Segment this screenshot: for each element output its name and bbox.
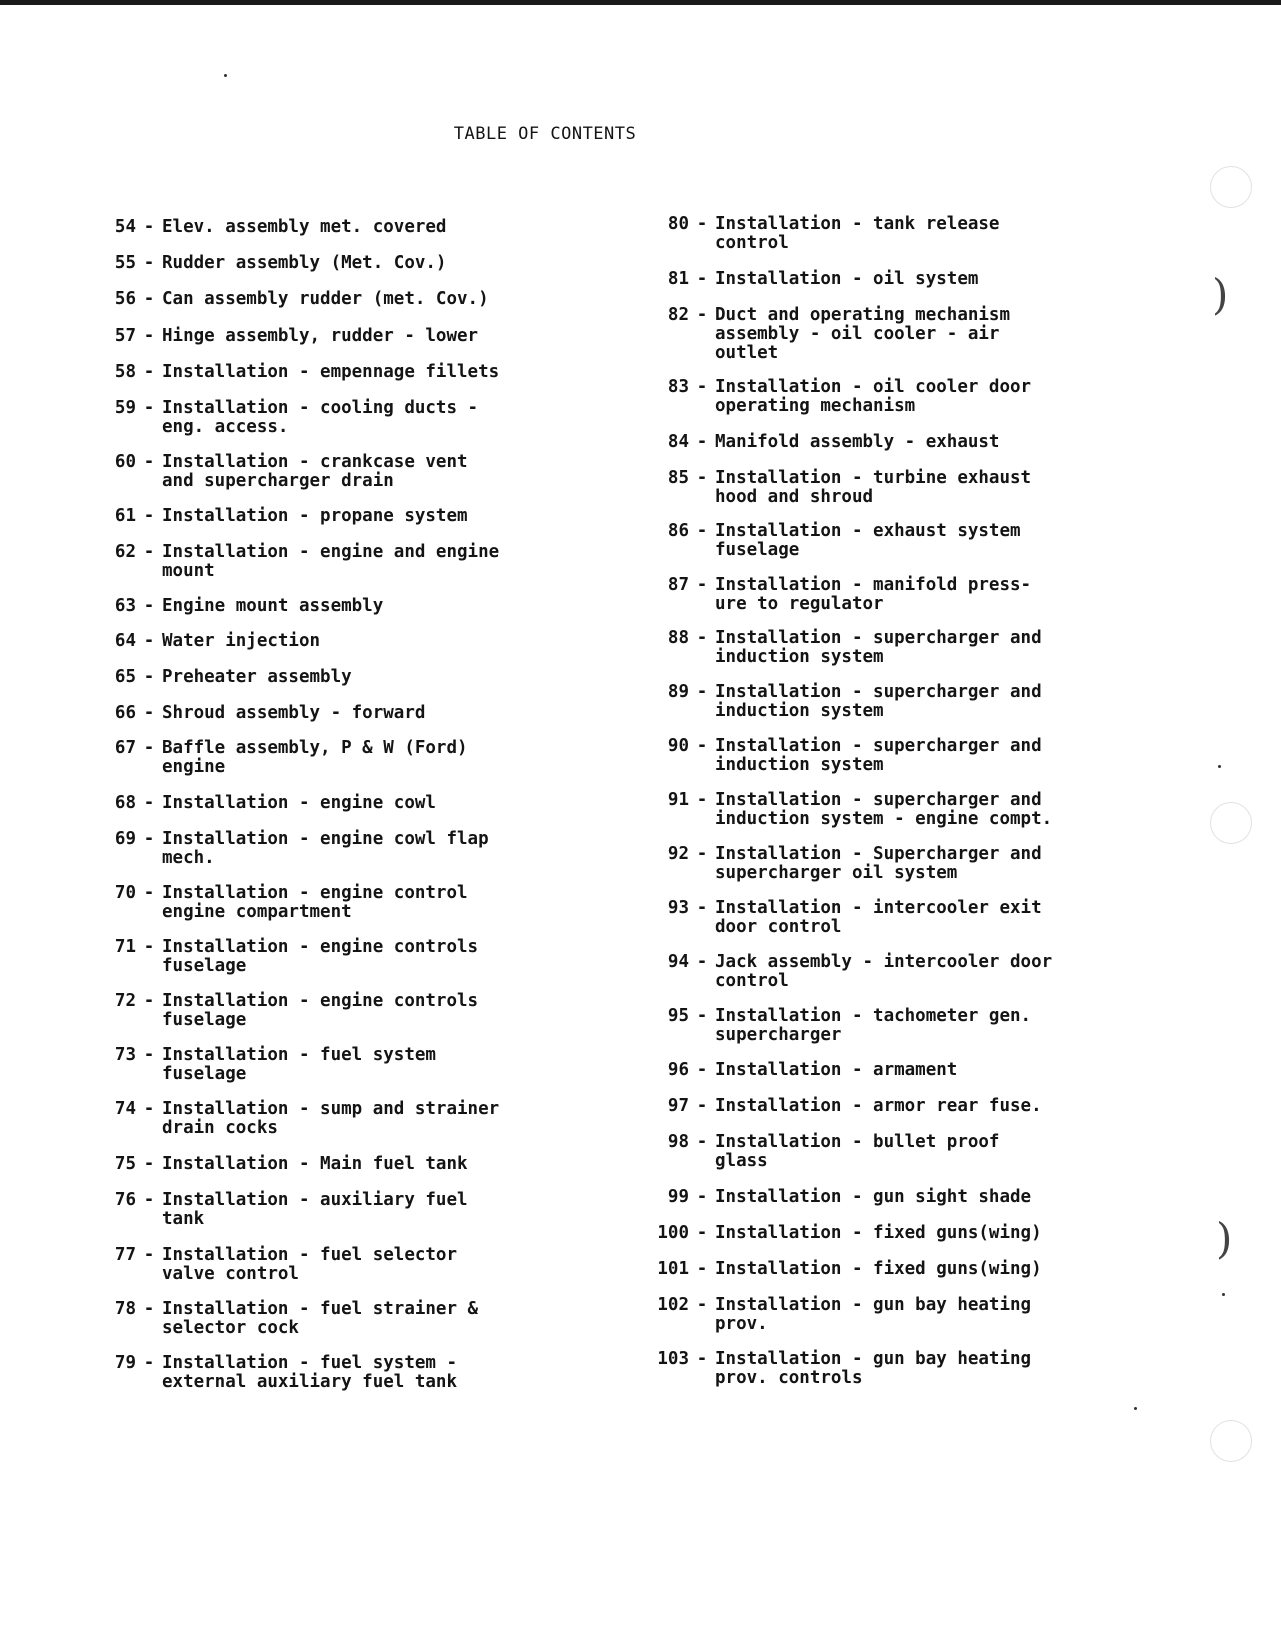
- toc-entry-line: Duct and operating mechanism: [715, 305, 1011, 325]
- toc-entry-number: 98: [667, 1132, 689, 1152]
- toc-entry-number: 73: [114, 1045, 136, 1065]
- toc-entry-title: [715, 378, 1031, 416]
- toc-entry-line: glass: [715, 1151, 768, 1171]
- toc-entry: [92, 1354, 562, 1392]
- toc-entry: [645, 433, 1115, 452]
- toc-entry-dash: -: [696, 898, 708, 918]
- toc-entry-line: Manifold assembly - exhaust: [715, 432, 1000, 452]
- toc-entry-line: hood and shroud: [715, 487, 874, 507]
- toc-entry-title: [715, 953, 1052, 991]
- toc-entry-number: 62: [114, 542, 136, 562]
- toc-entry: [645, 1188, 1115, 1207]
- toc-entry-number: 60: [114, 452, 136, 472]
- toc-entry-number: 67: [114, 738, 136, 758]
- scan-bracket-mark: ): [1216, 1214, 1233, 1263]
- toc-entry-title: [715, 1224, 1042, 1243]
- toc-entry-line: Installation - empennage fillets: [162, 362, 500, 382]
- toc-entry-line: fuselage: [162, 1010, 247, 1030]
- toc-entry-dash: -: [143, 253, 155, 273]
- toc-entry-title: [162, 543, 499, 581]
- toc-entry-number: 101: [657, 1259, 689, 1279]
- toc-entry-number: 81: [667, 269, 689, 289]
- toc-entry: [92, 327, 562, 346]
- toc-entry-title: [162, 1354, 457, 1392]
- toc-entry-number: 58: [114, 362, 136, 382]
- toc-entry-line: Installation - fuel system: [162, 1045, 436, 1065]
- toc-entry-title: [162, 1246, 457, 1284]
- toc-entry-dash: -: [696, 1223, 708, 1243]
- toc-entry: [645, 378, 1115, 416]
- toc-entry-title: [162, 830, 489, 868]
- toc-entry-title: [162, 739, 468, 777]
- toc-entry-dash: -: [143, 991, 155, 1011]
- toc-entry-title: [162, 1191, 468, 1229]
- toc-entry-number: 96: [667, 1060, 689, 1080]
- toc-entry-dash: -: [143, 289, 155, 309]
- punch-hole-middle: [1210, 802, 1252, 844]
- toc-entry-number: 87: [667, 575, 689, 595]
- toc-entry-line: Installation - intercooler exit: [715, 898, 1042, 918]
- toc-entry-line: fuselage: [162, 956, 247, 976]
- toc-entry-title: [715, 629, 1042, 667]
- toc-entry-number: 103: [657, 1349, 689, 1369]
- toc-entry-title: [162, 254, 446, 273]
- toc-entry-line: Installation - tachometer gen.: [715, 1006, 1032, 1026]
- toc-entry-line: control: [715, 233, 789, 253]
- toc-entry: [92, 1246, 562, 1284]
- toc-entry-line: Installation - fuel selector: [162, 1245, 458, 1265]
- toc-entry-line: mech.: [162, 848, 215, 868]
- toc-entry-dash: -: [696, 628, 708, 648]
- toc-entry-dash: -: [696, 575, 708, 595]
- toc-entry-dash: -: [143, 793, 155, 813]
- toc-entry-line: Installation - supercharger and: [715, 736, 1042, 756]
- toc-entry-title: [715, 737, 1042, 775]
- toc-entry-line: ure to regulator: [715, 594, 884, 614]
- toc-entry-dash: -: [696, 952, 708, 972]
- toc-entry-dash: -: [696, 1295, 708, 1315]
- toc-entry-line: Installation - engine controls: [162, 991, 479, 1011]
- toc-entry-number: 91: [667, 790, 689, 810]
- toc-entry: [92, 1155, 562, 1174]
- toc-entry-line: valve control: [162, 1264, 299, 1284]
- toc-entry-title: [715, 270, 978, 289]
- toc-entry-line: Installation - fuel strainer &: [162, 1299, 479, 1319]
- toc-entry-line: Installation - fixed guns(wing): [715, 1223, 1042, 1243]
- toc-entry: [92, 794, 562, 813]
- page-top-edge: [0, 0, 1281, 5]
- toc-entry-line: Installation - engine control: [162, 883, 468, 903]
- toc-entry: [645, 629, 1115, 667]
- toc-entry-dash: -: [696, 1096, 708, 1116]
- toc-entry-number: 102: [657, 1295, 689, 1315]
- toc-entry-title: [162, 884, 468, 922]
- toc-entry-line: Installation - supercharger and: [715, 790, 1042, 810]
- toc-entry-line: outlet: [715, 343, 779, 363]
- toc-entry: [92, 290, 562, 309]
- toc-entry: [645, 737, 1115, 775]
- toc-entry-number: 56: [114, 289, 136, 309]
- toc-entry-title: [162, 597, 383, 616]
- toc-entry-number: 57: [114, 326, 136, 346]
- toc-entry: [645, 1061, 1115, 1080]
- toc-entry-line: Jack assembly - intercooler door: [715, 952, 1053, 972]
- toc-entry: [645, 845, 1115, 883]
- toc-entry-title: [715, 1296, 1031, 1334]
- toc-entry: [92, 704, 562, 723]
- toc-entry-line: selector cock: [162, 1318, 299, 1338]
- toc-entry: [645, 1296, 1115, 1334]
- toc-entry-line: control: [715, 971, 789, 991]
- toc-entry-number: 54: [114, 217, 136, 237]
- toc-entry: [645, 791, 1115, 829]
- toc-entry-line: Installation - sump and strainer: [162, 1099, 500, 1119]
- toc-entry-number: 86: [667, 521, 689, 541]
- toc-entry-dash: -: [696, 1132, 708, 1152]
- toc-entry-dash: -: [143, 829, 155, 849]
- toc-entry-dash: -: [696, 305, 708, 325]
- toc-entry: [645, 1133, 1115, 1171]
- toc-entry-title: [715, 683, 1042, 721]
- toc-entry-line: Installation - bullet proof: [715, 1132, 1000, 1152]
- toc-entry-number: 95: [667, 1006, 689, 1026]
- toc-entry-dash: -: [143, 542, 155, 562]
- toc-entry-number: 97: [667, 1096, 689, 1116]
- toc-entry-number: 65: [114, 667, 136, 687]
- toc-entry-number: 92: [667, 844, 689, 864]
- toc-entry: [645, 1007, 1115, 1045]
- toc-entry: [92, 254, 562, 273]
- toc-entry-title: [715, 791, 1052, 829]
- toc-entry: [92, 632, 562, 651]
- toc-entry-dash: -: [143, 1245, 155, 1265]
- toc-entry-line: Installation - propane system: [162, 506, 468, 526]
- toc-entry-title: [715, 306, 1010, 363]
- toc-entry-title: [715, 899, 1042, 937]
- toc-entry-line: mount: [162, 561, 215, 581]
- toc-entry-dash: -: [143, 1045, 155, 1065]
- toc-entry-number: 59: [114, 398, 136, 418]
- toc-entry-title: [715, 1061, 957, 1080]
- toc-entry-number: 76: [114, 1190, 136, 1210]
- toc-entry-line: Installation - gun bay heating: [715, 1295, 1032, 1315]
- toc-entry-number: 61: [114, 506, 136, 526]
- toc-entry-number: 84: [667, 432, 689, 452]
- toc-entry-title: [715, 469, 1031, 507]
- toc-entry-title: [162, 1100, 499, 1138]
- toc-entry-line: engine compartment: [162, 902, 352, 922]
- toc-entry: [645, 899, 1115, 937]
- toc-entry-title: [715, 1350, 1031, 1388]
- toc-entry-line: engine: [162, 757, 226, 777]
- toc-entry: [92, 992, 562, 1030]
- toc-entry-dash: -: [696, 1187, 708, 1207]
- toc-entry-line: Rudder assembly (Met. Cov.): [162, 253, 447, 273]
- toc-entry-line: Water injection: [162, 631, 321, 651]
- toc-entry-line: Installation - oil cooler door: [715, 377, 1032, 397]
- toc-entry: [92, 543, 562, 581]
- toc-entry-line: Engine mount assembly: [162, 596, 384, 616]
- toc-entry-title: [162, 1155, 468, 1174]
- toc-entry-line: Hinge assembly, rudder - lower: [162, 326, 479, 346]
- toc-entry-line: prov. controls: [715, 1368, 863, 1388]
- toc-entry-dash: -: [696, 377, 708, 397]
- scan-speck: [1222, 1293, 1225, 1296]
- toc-entry-title: [715, 1260, 1042, 1279]
- toc-entry-line: Installation - auxiliary fuel: [162, 1190, 468, 1210]
- toc-entry-number: 93: [667, 898, 689, 918]
- toc-entry-title: [162, 218, 446, 237]
- toc-entry-line: eng. access.: [162, 417, 289, 437]
- toc-entry-dash: -: [696, 1006, 708, 1026]
- toc-entry-title: [162, 632, 320, 651]
- toc-entry-title: [162, 399, 478, 437]
- toc-entry-number: 74: [114, 1099, 136, 1119]
- toc-entry-line: Installation - armament: [715, 1060, 958, 1080]
- toc-entry-line: Installation - engine cowl: [162, 793, 436, 813]
- toc-entry-dash: -: [696, 1349, 708, 1369]
- scan-speck: [1134, 1407, 1137, 1410]
- toc-entry-title: [162, 938, 478, 976]
- toc-entry-dash: -: [143, 1190, 155, 1210]
- toc-entry-dash: -: [143, 1353, 155, 1373]
- toc-entry-line: Installation - turbine exhaust: [715, 468, 1032, 488]
- toc-entry-title: [162, 507, 468, 526]
- toc-entry-line: induction system - engine compt.: [715, 809, 1053, 829]
- toc-entry-line: and supercharger drain: [162, 471, 394, 491]
- toc-entry-line: Installation - exhaust system: [715, 521, 1021, 541]
- toc-entry-dash: -: [696, 844, 708, 864]
- toc-entry-line: supercharger: [715, 1025, 842, 1045]
- toc-entry-number: 88: [667, 628, 689, 648]
- toc-entry-line: fuselage: [715, 540, 800, 560]
- toc-entry: [92, 668, 562, 687]
- toc-entry-number: 64: [114, 631, 136, 651]
- toc-entry-title: [162, 1300, 478, 1338]
- toc-entry-dash: -: [143, 362, 155, 382]
- toc-entry-line: tank: [162, 1209, 205, 1229]
- toc-entry-line: Installation - armor rear fuse.: [715, 1096, 1042, 1116]
- toc-entry-line: assembly - oil cooler - air: [715, 324, 1000, 344]
- toc-entry-dash: -: [696, 736, 708, 756]
- toc-entry-title: [162, 992, 478, 1030]
- toc-entry-line: external auxiliary fuel tank: [162, 1372, 458, 1392]
- toc-entry-dash: -: [143, 596, 155, 616]
- toc-entry-line: Installation - supercharger and: [715, 682, 1042, 702]
- toc-entry-number: 72: [114, 991, 136, 1011]
- toc-entry-dash: -: [696, 269, 708, 289]
- toc-entry-number: 55: [114, 253, 136, 273]
- toc-entry-line: Installation - cooling ducts -: [162, 398, 479, 418]
- toc-entry-number: 71: [114, 937, 136, 957]
- toc-entry: [645, 576, 1115, 614]
- toc-entry-number: 63: [114, 596, 136, 616]
- toc-entry-title: [715, 576, 1031, 614]
- punch-hole-bottom: [1210, 1420, 1252, 1462]
- toc-entry-line: Installation - crankcase vent: [162, 452, 468, 472]
- punch-hole-top: [1210, 166, 1252, 208]
- toc-entry-line: fuselage: [162, 1064, 247, 1084]
- toc-entry: [92, 597, 562, 616]
- toc-entry-dash: -: [696, 1259, 708, 1279]
- toc-entry-dash: -: [696, 214, 708, 234]
- toc-entry-title: [162, 704, 425, 723]
- toc-entry-title: [715, 522, 1021, 560]
- toc-entry-line: Installation - tank release: [715, 214, 1000, 234]
- toc-entry-title: [715, 215, 999, 253]
- toc-entry: [645, 1097, 1115, 1116]
- toc-entry: [92, 1300, 562, 1338]
- toc-entry-line: Installation - fuel system -: [162, 1353, 458, 1373]
- toc-entry-dash: -: [143, 937, 155, 957]
- toc-entry-title: [162, 668, 352, 687]
- toc-entry-dash: -: [143, 703, 155, 723]
- toc-entry-dash: -: [143, 883, 155, 903]
- toc-entry-number: 100: [657, 1223, 689, 1243]
- toc-entry: [645, 953, 1115, 991]
- toc-entry-dash: -: [143, 1299, 155, 1319]
- toc-entry-dash: -: [143, 738, 155, 758]
- toc-entry-dash: -: [143, 1099, 155, 1119]
- toc-entry-title: [162, 453, 468, 491]
- toc-entry-number: 78: [114, 1299, 136, 1319]
- toc-entry-title: [715, 1133, 999, 1171]
- toc-entry-line: induction system: [715, 701, 884, 721]
- toc-entry-title: [715, 1007, 1031, 1045]
- toc-entry-line: induction system: [715, 755, 884, 775]
- toc-entry: [92, 1191, 562, 1229]
- toc-entry: [645, 1224, 1115, 1243]
- toc-entry: [92, 507, 562, 526]
- toc-entry-title: [162, 363, 499, 382]
- toc-entry-number: 90: [667, 736, 689, 756]
- toc-entry-dash: -: [696, 468, 708, 488]
- toc-entry-line: Shroud assembly - forward: [162, 703, 426, 723]
- toc-entry-line: Installation - gun sight shade: [715, 1187, 1032, 1207]
- toc-entry-dash: -: [696, 790, 708, 810]
- toc-entry-line: Installation - manifold press-: [715, 575, 1032, 595]
- toc-entry-number: 94: [667, 952, 689, 972]
- toc-entry-number: 75: [114, 1154, 136, 1174]
- toc-entry-dash: -: [143, 667, 155, 687]
- toc-entry-title: [162, 1046, 436, 1084]
- toc-entry-line: Installation - oil system: [715, 269, 979, 289]
- toc-entry: [92, 884, 562, 922]
- toc-entry-dash: -: [143, 631, 155, 651]
- toc-entry-number: 66: [114, 703, 136, 723]
- toc-entry-title: [715, 1188, 1031, 1207]
- toc-entry-title: [715, 1097, 1042, 1116]
- toc-entry-number: 89: [667, 682, 689, 702]
- toc-entry: [92, 399, 562, 437]
- page-title: TABLE OF CONTENTS: [453, 124, 637, 144]
- toc-entry-dash: -: [143, 506, 155, 526]
- toc-entry-dash: -: [696, 521, 708, 541]
- toc-entry: [645, 522, 1115, 560]
- toc-entry-number: 85: [667, 468, 689, 488]
- toc-entry-dash: -: [143, 326, 155, 346]
- scan-speck: [224, 74, 227, 77]
- toc-entry-title: [715, 845, 1042, 883]
- toc-entry: [92, 739, 562, 777]
- toc-entry-line: Baffle assembly, P & W (Ford): [162, 738, 468, 758]
- toc-entry: [92, 363, 562, 382]
- toc-entry-dash: -: [696, 682, 708, 702]
- toc-entry-line: door control: [715, 917, 842, 937]
- toc-entry-number: 99: [667, 1187, 689, 1207]
- toc-entry-line: operating mechanism: [715, 396, 916, 416]
- toc-entry: [92, 1046, 562, 1084]
- toc-entry-title: [162, 794, 436, 813]
- toc-entry-dash: -: [696, 1060, 708, 1080]
- toc-entry: [645, 306, 1115, 363]
- toc-entry-line: Installation - supercharger and: [715, 628, 1042, 648]
- toc-entry: [645, 215, 1115, 253]
- toc-entry-line: Elev. assembly met. covered: [162, 217, 447, 237]
- toc-entry-line: Installation - Main fuel tank: [162, 1154, 468, 1174]
- toc-entry-line: induction system: [715, 647, 884, 667]
- toc-entry-dash: -: [143, 398, 155, 418]
- toc-entry-title: [162, 327, 478, 346]
- toc-entry: [92, 453, 562, 491]
- scan-bracket-mark: ): [1212, 270, 1229, 319]
- toc-entry-dash: -: [143, 1154, 155, 1174]
- toc-entry-line: supercharger oil system: [715, 863, 958, 883]
- toc-entry-line: Installation - engine cowl flap: [162, 829, 489, 849]
- toc-entry: [645, 683, 1115, 721]
- toc-entry-number: 77: [114, 1245, 136, 1265]
- toc-entry-line: Installation - Supercharger and: [715, 844, 1042, 864]
- toc-entry-number: 82: [667, 305, 689, 325]
- toc-entry-line: Installation - engine controls: [162, 937, 479, 957]
- toc-entry-dash: -: [143, 452, 155, 472]
- toc-entry-line: Can assembly rudder (met. Cov.): [162, 289, 489, 309]
- toc-entry-line: Installation - gun bay heating: [715, 1349, 1032, 1369]
- toc-entry: [92, 830, 562, 868]
- toc-entry: [92, 1100, 562, 1138]
- toc-entry-number: 68: [114, 793, 136, 813]
- toc-entry: [645, 1260, 1115, 1279]
- toc-entry-number: 70: [114, 883, 136, 903]
- toc-entry: [92, 218, 562, 237]
- toc-entry-line: prov.: [715, 1314, 768, 1334]
- toc-entry-title: [715, 433, 999, 452]
- scan-speck: [1218, 765, 1221, 768]
- toc-entry: [645, 469, 1115, 507]
- toc-entry: [645, 270, 1115, 289]
- toc-entry-number: 83: [667, 377, 689, 397]
- toc-entry: [645, 1350, 1115, 1388]
- toc-entry-number: 79: [114, 1353, 136, 1373]
- toc-entry-line: drain cocks: [162, 1118, 278, 1138]
- toc-entry-number: 69: [114, 829, 136, 849]
- toc-entry-dash: -: [143, 217, 155, 237]
- toc-entry-line: Installation - engine and engine: [162, 542, 500, 562]
- toc-entry-dash: -: [696, 432, 708, 452]
- toc-entry-title: [162, 290, 489, 309]
- toc-entry-line: Installation - fixed guns(wing): [715, 1259, 1042, 1279]
- toc-entry-line: Preheater assembly: [162, 667, 352, 687]
- toc-entry-number: 80: [667, 214, 689, 234]
- toc-entry: [92, 938, 562, 976]
